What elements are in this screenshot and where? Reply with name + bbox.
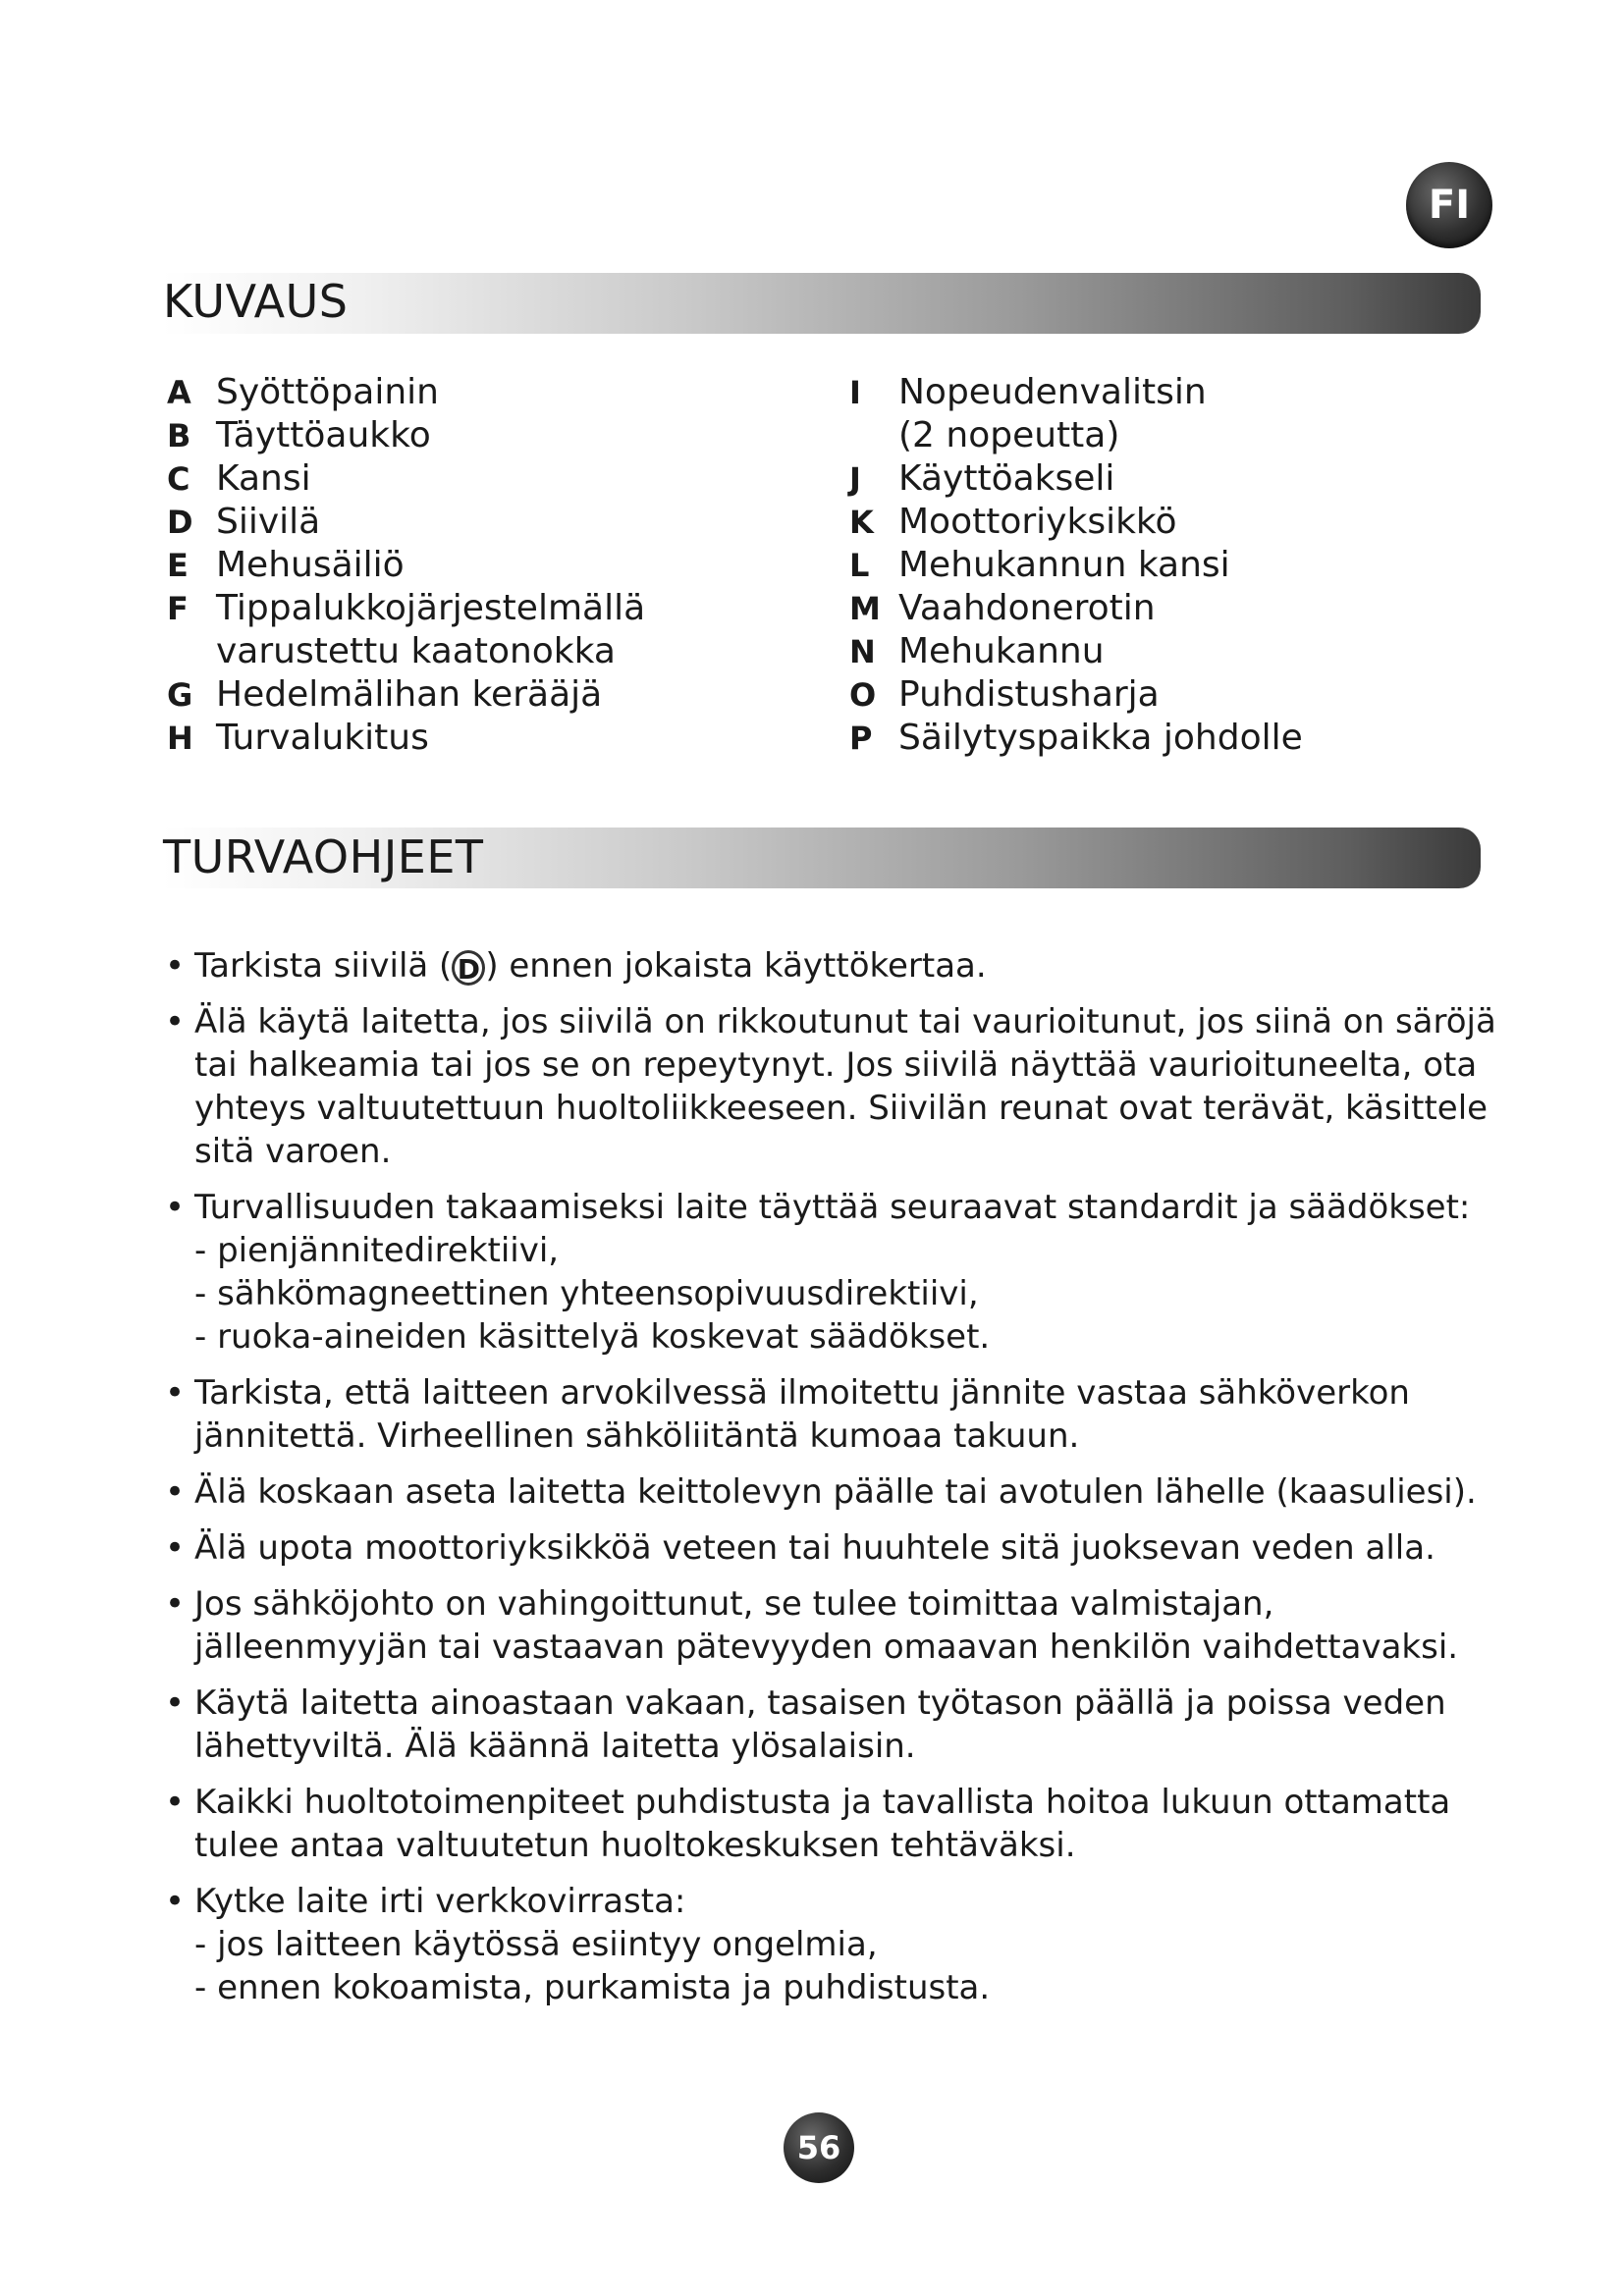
part-letter: B xyxy=(167,417,191,454)
part-name: Täyttöaukko xyxy=(216,415,431,455)
standards-intro: Turvallisuuden takaamiseksi laite täyttää seuraavat standardit ja säädökset: xyxy=(194,1188,1471,1227)
safety-item xyxy=(165,1186,1500,1359)
part-item-l xyxy=(849,544,1488,587)
safety-text: Tarkista siivilä ( D ) ennen jokaista käyttökertaa. xyxy=(194,946,987,986)
kuvaus-header-bar xyxy=(162,273,1481,334)
unplug-item: - jos laitteen käytössä esiintyy ongelmia, xyxy=(194,1925,878,1964)
part-item-m xyxy=(849,587,1488,630)
part-letter: P xyxy=(849,720,873,757)
bullet-icon: • xyxy=(165,1002,186,1041)
standards-item: - ruoka-aineiden käsittelyä koskevat säädökset. xyxy=(194,1317,991,1357)
part-name: Mehukannu xyxy=(898,631,1105,671)
part-name: Moottoriyksikkö xyxy=(898,502,1177,542)
part-item-k xyxy=(849,501,1488,544)
language-badge: FI xyxy=(1406,162,1492,248)
safety-item xyxy=(165,1682,1500,1768)
part-name: Syöttöpainin xyxy=(216,372,439,412)
bullet-icon: • xyxy=(165,1882,186,1921)
part-letter: L xyxy=(849,547,870,584)
part-name: Käyttöakseli xyxy=(898,458,1115,499)
part-name: Turvalukitus xyxy=(216,718,429,758)
safety-text: Jos sähköjohto on vahingoittunut, se tulee toimittaa valmistajan, jälleenmyyjän tai vastaavan pätevyyden omaavan henkilön vaihdettavaksi. xyxy=(194,1584,1459,1667)
part-item-g xyxy=(167,673,805,717)
part-letter: C xyxy=(167,460,190,498)
safety-text: Älä käytä laitetta, jos siivilä on rikkoutunut tai vaurioitunut, jos siinä on säröjä tai halkeamia tai jos se on repeytynyt. Jos siivilä näyttää vaurioituneelta, ota yhteys valtuutettuun huoltoliikkeeseen. Siivilän reunat ovat terävät, käsittele sitä varoen. xyxy=(194,1002,1496,1171)
part-name: Vaahdonerotin xyxy=(898,588,1156,628)
part-letter: N xyxy=(849,633,876,670)
part-name: Nopeudenvalitsin (2 nopeutta) xyxy=(898,372,1207,455)
part-letter: H xyxy=(167,720,193,757)
safety-text xyxy=(194,1880,1500,2009)
parts-list-right xyxy=(849,371,1488,760)
part-name: Säilytyspaikka johdolle xyxy=(898,718,1303,758)
safety-item xyxy=(165,1781,1500,1867)
safety-text: Kaikki huoltotoimenpiteet puhdistusta ja tavallista hoitoa lukuun ottamatta tulee antaa valtuutetun huoltokeskuksen tehtäväksi. xyxy=(194,1783,1451,1865)
standards-item: - pienjännitedirektiivi, xyxy=(194,1231,560,1270)
bullet-icon: • xyxy=(165,1188,186,1227)
bullet-icon: • xyxy=(165,1373,186,1413)
part-item-f xyxy=(167,587,805,673)
safety-item xyxy=(165,1371,1500,1458)
bullet-icon: • xyxy=(165,1683,186,1723)
part-letter: K xyxy=(849,504,874,541)
bullet-icon: • xyxy=(165,1528,186,1568)
part-name: Kansi xyxy=(216,458,311,499)
page-number: 56 xyxy=(784,2112,854,2183)
unplug-intro: Kytke laite irti verkkovirrasta: xyxy=(194,1882,686,1921)
safety-item xyxy=(165,1582,1500,1669)
part-letter: G xyxy=(167,676,193,714)
safety-text: Älä koskaan aseta laitetta keittolevyn päälle tai avotulen lähelle (kaasuliesi). xyxy=(194,1472,1477,1512)
safety-text: Tarkista, että laitteen arvokilvessä ilmoitettu jännite vastaa sähköverkon jännitettä. Virheellinen sähköliitäntä kumoaa takuun. xyxy=(194,1373,1410,1456)
bullet-icon: • xyxy=(165,1584,186,1624)
unplug-item: - ennen kokoamista, purkamista ja puhdistusta. xyxy=(194,1968,991,2007)
part-letter: A xyxy=(167,374,191,411)
part-item-a xyxy=(167,371,805,414)
kuvaus-title: KUVAUS xyxy=(163,275,349,328)
safety-text: Älä upota moottoriyksikköä veteen tai huuhtele sitä juoksevan veden alla. xyxy=(194,1528,1435,1568)
safety-text: Käytä laitetta ainoastaan vakaan, tasaisen työtason päällä ja poissa veden lähettyviltä. Älä käännä laitetta ylösalaisin. xyxy=(194,1683,1446,1766)
part-name: Hedelmälihan kerääjä xyxy=(216,674,603,715)
part-name: Mehusäiliö xyxy=(216,545,405,585)
part-name: Mehukannun kansi xyxy=(898,545,1230,585)
part-item-o xyxy=(849,673,1488,717)
part-item-c xyxy=(167,457,805,501)
safety-item xyxy=(165,1000,1500,1173)
part-item-h xyxy=(167,717,805,760)
part-letter: F xyxy=(167,590,189,627)
part-name: Siivilä xyxy=(216,502,321,542)
part-item-i xyxy=(849,371,1488,457)
part-item-d xyxy=(167,501,805,544)
part-item-n xyxy=(849,630,1488,673)
part-letter: I xyxy=(849,374,861,411)
part-letter: J xyxy=(849,460,861,498)
safety-text xyxy=(194,1186,1500,1359)
bullet-icon: • xyxy=(165,1783,186,1822)
turvaohjeet-title: TURVAOHJEET xyxy=(163,830,484,883)
part-item-e xyxy=(167,544,805,587)
part-item-j xyxy=(849,457,1488,501)
part-item-b xyxy=(167,414,805,457)
part-letter: D xyxy=(167,504,193,541)
part-item-p xyxy=(849,717,1488,760)
safety-item xyxy=(165,944,1500,988)
safety-item xyxy=(165,1470,1500,1514)
bullet-icon: • xyxy=(165,1472,186,1512)
part-d-reference: D xyxy=(452,950,485,986)
safety-item xyxy=(165,1880,1500,2009)
bullet-icon: • xyxy=(165,946,186,986)
part-letter: O xyxy=(849,676,877,714)
safety-instructions-list xyxy=(165,944,1500,2022)
parts-list-left xyxy=(167,371,805,760)
part-name: Puhdistusharja xyxy=(898,674,1160,715)
part-letter: E xyxy=(167,547,189,584)
safety-item xyxy=(165,1526,1500,1570)
standards-item: - sähkömagneettinen yhteensopivuusdirektiivi, xyxy=(194,1274,979,1313)
part-letter: M xyxy=(849,590,881,627)
part-name: Tippalukkojärjestelmällä varustettu kaatonokka xyxy=(216,588,646,671)
